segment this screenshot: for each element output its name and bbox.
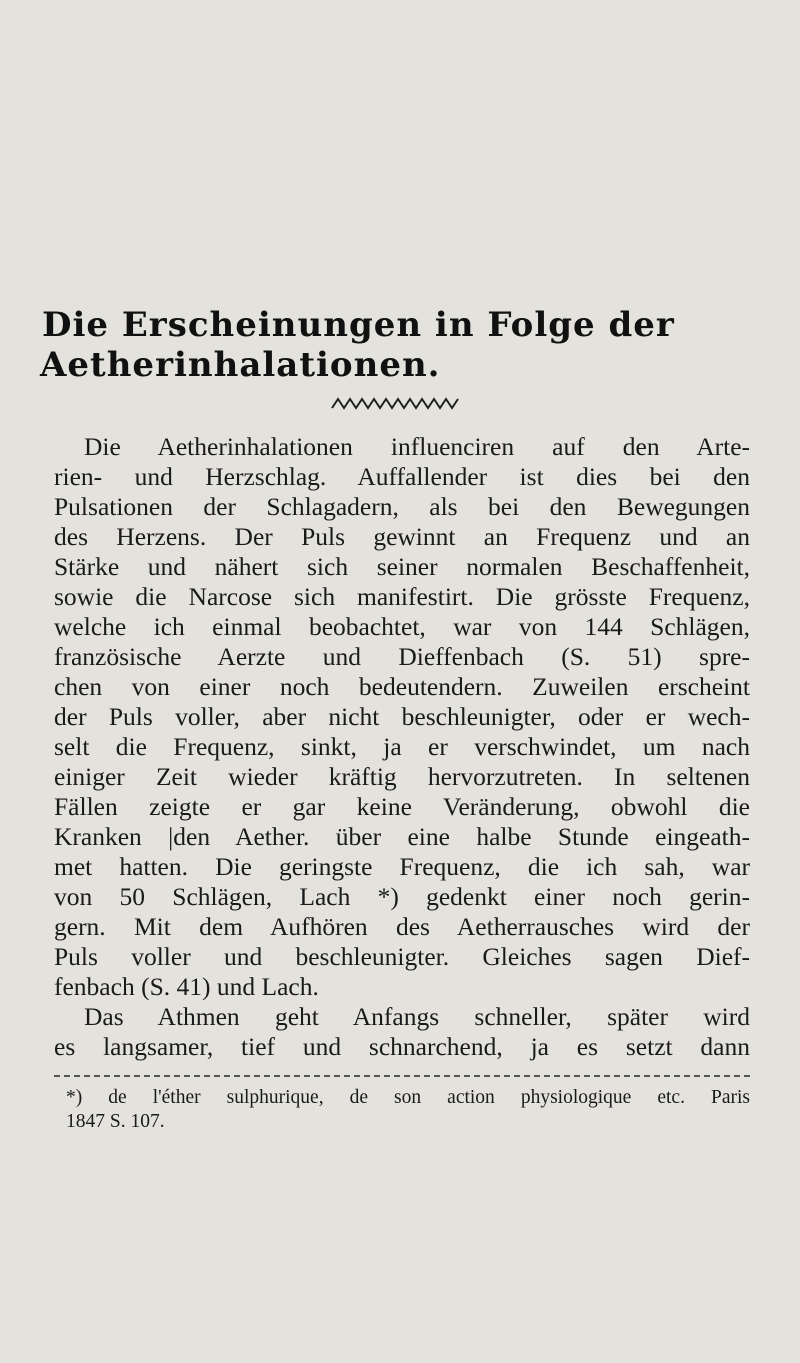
text-line: Die Aetherinhalationen influenciren auf den Arte- bbox=[84, 432, 750, 461]
text-line: selt die Frequenz, sinkt, ja er verschwindet, um nach bbox=[54, 732, 750, 761]
footnote-line: 1847 S. 107. bbox=[66, 1111, 165, 1132]
text-line: einiger Zeit wieder kräftig hervorzutreten. In seltenen bbox=[54, 762, 750, 791]
text-line: Puls voller und beschleunigter. Gleiches sagen Dief- bbox=[54, 942, 750, 971]
wavy-line-ornament-icon bbox=[330, 396, 460, 410]
text-line: Kranken |den Aether. über eine halbe Stunde eingeath- bbox=[54, 822, 750, 851]
text-line: Fällen zeigte er gar keine Veränderung, obwohl die bbox=[54, 792, 750, 821]
text-line: rien- und Herzschlag. Auffallender ist dies bei den bbox=[54, 462, 750, 491]
text-line: fenbach (S. 41) und Lach. bbox=[54, 972, 319, 1001]
text-line: gern. Mit dem Aufhören des Aetherrausches wird der bbox=[54, 912, 750, 941]
text-line: Pulsationen der Schlagadern, als bei den Bewegungen bbox=[54, 492, 750, 521]
text-line: Stärke und nähert sich seiner normalen Beschaffenheit, bbox=[54, 552, 750, 581]
footnote-divider bbox=[54, 1075, 750, 1077]
text-line: welche ich einmal beobachtet, war von 144 Schlägen, bbox=[54, 612, 750, 641]
text-line: von 50 Schlägen, Lach *) gedenkt einer noch gerin- bbox=[54, 882, 750, 911]
text-line: chen von einer noch bedeutendern. Zuweilen erscheint bbox=[54, 672, 750, 701]
text-line: Das Athmen geht Anfangs schneller, später wird bbox=[84, 1002, 750, 1031]
text-line: es langsamer, tief und schnarchend, ja es setzt dann bbox=[54, 1032, 750, 1061]
text-line: sowie die Narcose sich manifestirt. Die grösste Frequenz, bbox=[54, 582, 750, 611]
footnote-line: *) de l'éther sulphurique, de son action physiologique etc. Paris bbox=[66, 1087, 750, 1108]
text-line: der Puls voller, aber nicht beschleunigter, oder er wech- bbox=[54, 702, 750, 731]
text-line: met hatten. Die geringste Frequenz, die ich sah, war bbox=[54, 852, 750, 881]
text-line: des Herzens. Der Puls gewinnt an Frequenz und an bbox=[54, 522, 750, 551]
chapter-heading-line-1: Die Erscheinungen in Folge der bbox=[42, 305, 675, 345]
chapter-heading-line-2: Aetherinhalationen. bbox=[40, 345, 441, 385]
text-line: französische Aerzte und Dieffenbach (S. 51) spre- bbox=[54, 642, 750, 671]
